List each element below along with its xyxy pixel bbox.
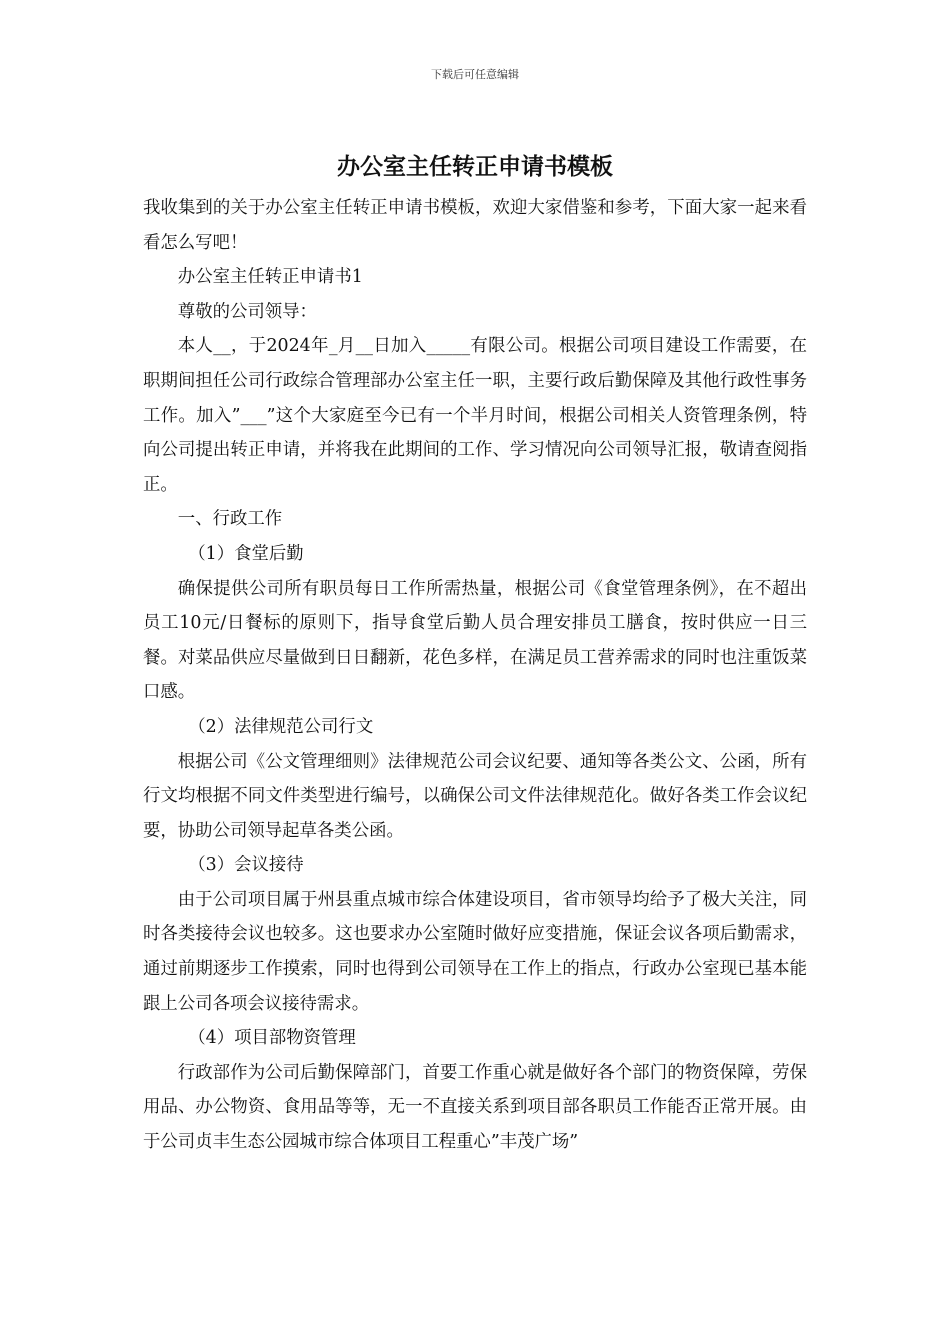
item-heading: （4）项目部物资管理 bbox=[188, 1028, 356, 1049]
item-heading: （3）会议接待 bbox=[188, 855, 304, 876]
subsection-heading: 一、行政工作 bbox=[177, 509, 283, 530]
body-paragraph: 行政部作为公司后勤保障部门，首要工作重心就是做好各个部门的物资保障，劳保用品、办公物资、食用品等等，无一不直接关系到项目部各职员工作能否正常开展。由于公司贞丰生态公园城市综合体项目工程重心”丰茂广场” bbox=[143, 1062, 807, 1153]
body-paragraph: 本人__，于2024年_月__日加入_____有限公司。根据公司项目建设工作需要，在职期间担任公司行政综合管理部办公室主任一职，主要行政后勤保障及其他行政性事务工作。加入”___”这个大家庭至今已有一个半月时间，根据公司相关人资管理条例，特向公司提出转正申请，并将我在此期间的工作、学习情况向公司领导汇报，敬请查阅指正。 bbox=[143, 336, 807, 495]
intro-paragraph: 我收集到的关于办公室主任转正申请书模板，欢迎大家借鉴和参考，下面大家一起来看看怎么写吧！ bbox=[143, 198, 807, 253]
item-heading: （1）食堂后勤 bbox=[188, 543, 304, 564]
header-note: 下载后可任意编辑 bbox=[431, 68, 519, 81]
salutation: 尊敬的公司领导： bbox=[177, 301, 317, 322]
document-body bbox=[143, 191, 807, 1160]
section-heading: 办公室主任转正申请书1 bbox=[177, 267, 363, 288]
body-paragraph: 根据公司《公文管理细则》法律规范公司会议纪要、通知等各类公文、公函，所有行文均根据不同文件类型进行编号，以确保公司文件法律规范化。做好各类工作会议纪要，协助公司领导起草各类公函。 bbox=[143, 751, 807, 841]
body-paragraph: 由于公司项目属于州县重点城市综合体建设项目，省市领导均给予了极大关注，同时各类接待会议也较多。这也要求办公室随时做好应变措施，保证会议各项后勤需求，通过前期逐步工作摸索，同时也得到公司领导在工作上的指点，行政办公室现已基本能跟上公司各项会议接待需求。 bbox=[143, 889, 807, 1014]
body-paragraph: 确保提供公司所有职员每日工作所需热量，根据公司《食堂管理条例》，在不超出员工10元/日餐标的原则下，指导食堂后勤人员合理安排员工膳食，按时供应一日三餐。对菜品供应尽量做到日日翻新，花色多样，在满足员工营养需求的同时也注重饭菜口感。 bbox=[143, 578, 807, 703]
item-heading: （2）法律规范公司行文 bbox=[188, 716, 374, 737]
document-title: 办公室主任转正申请书模板 bbox=[337, 153, 613, 180]
